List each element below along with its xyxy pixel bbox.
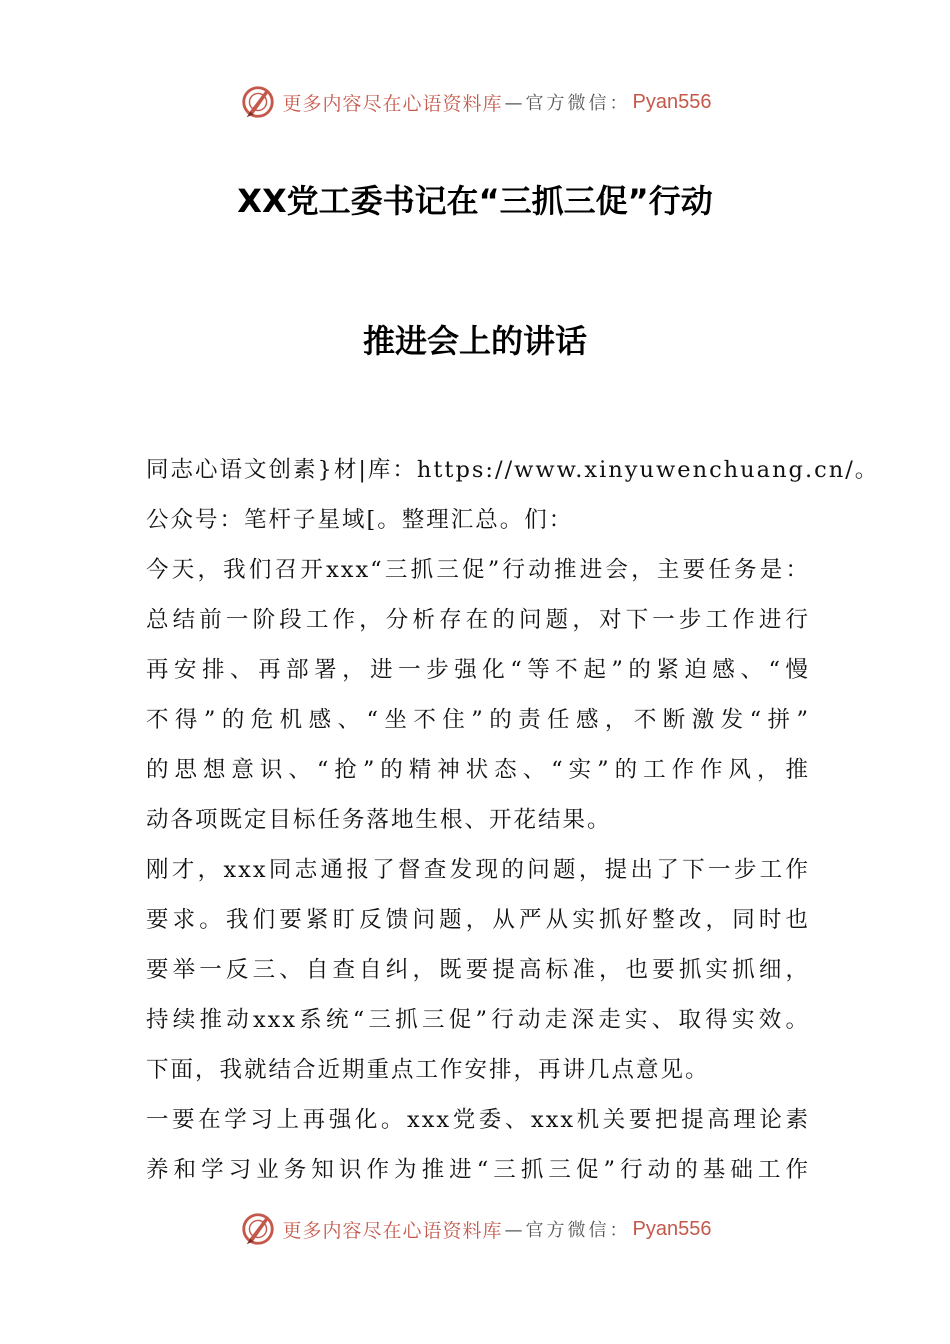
banner-title: 更多内容尽在心语资料库 [282, 1219, 503, 1242]
body-line: 公众号：笔杆子星域[。整理汇总。们： [146, 507, 574, 533]
body-line: 下面，我就结合近期重点工作安排，再讲几点意见。 [146, 1057, 710, 1083]
body-line: 不得”的危机感、“坐不住”的责任感，不断激发“拼” [146, 707, 810, 733]
banner-title: 更多内容尽在心语资料库 [282, 92, 503, 115]
body-line: 再安排、再部署，进一步强化“等不起”的紧迫感、“慢 [146, 657, 810, 683]
body-line: 动各项既定目标任务落地生根、开花结果。 [146, 807, 612, 833]
body-line: 今天，我们召开xxx“三抓三促”行动推进会，主要任务是： [146, 557, 810, 583]
body-line: 持续推动xxx系统“三抓三促”行动走深走实、取得实效。 [146, 1007, 810, 1033]
body-line: 同志心语文创素}材|库：https://www.xinyuwenchuang.cn/。 [146, 457, 880, 483]
body-line: 要举一反三、自查自纠，既要提高标准，也要抓实抓细， [146, 957, 810, 983]
banner-wechat-id: Pyan556 [632, 1217, 712, 1240]
body-line: 要求。我们要紧盯反馈问题，从严从实抓好整改，同时也 [146, 907, 810, 933]
footer-watermark-banner [0, 1209, 950, 1249]
header-watermark-banner [0, 82, 950, 122]
pen-circle-logo-icon [239, 1210, 277, 1248]
body-line: 养和学习业务知识作为推进“三抓三促”行动的基础工作 [146, 1157, 810, 1183]
document-title-line-1: XX党工委书记在“三抓三促”行动 [237, 182, 713, 220]
pen-circle-logo-icon [239, 83, 277, 121]
banner-wechat-id: Pyan556 [632, 90, 712, 113]
banner-official-label: —官方微信： [504, 1220, 631, 1241]
banner-official-label: —官方微信： [504, 93, 631, 114]
document-body [146, 445, 880, 1195]
body-line: 的思想意识、“抢”的精神状态、“实”的工作作风，推 [146, 757, 810, 783]
body-line: 总结前一阶段工作，分析存在的问题，对下一步工作进行 [146, 607, 810, 633]
body-line: 一要在学习上再强化。xxx党委、xxx机关要把提高理论素 [146, 1107, 810, 1133]
body-line: 刚才，xxx同志通报了督查发现的问题，提出了下一步工作 [146, 857, 810, 883]
document-title-line-2: 推进会上的讲话 [362, 322, 587, 360]
